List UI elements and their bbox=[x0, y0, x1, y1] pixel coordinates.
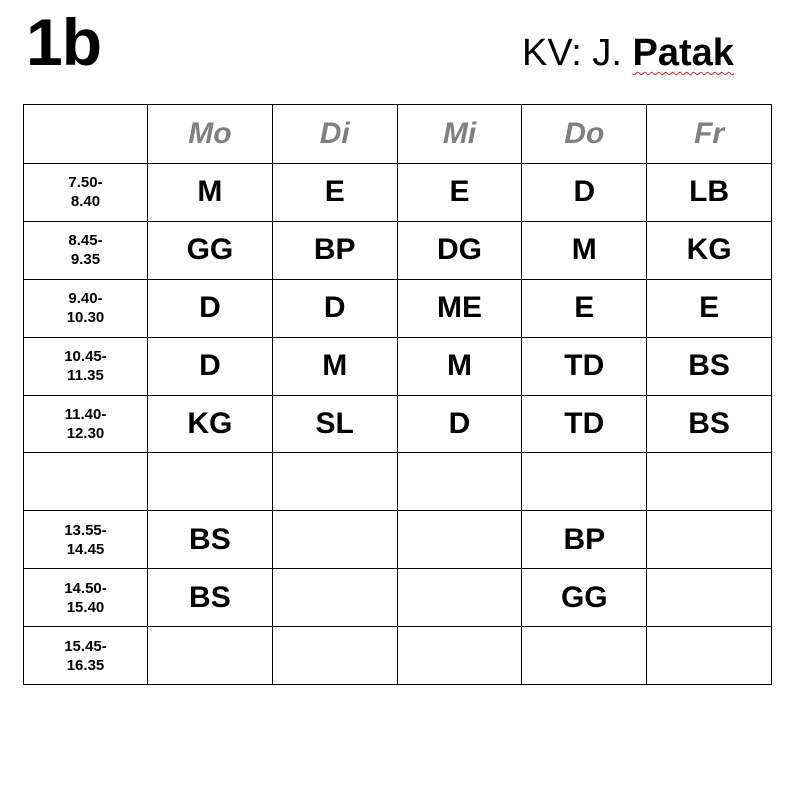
subject-cell: BP bbox=[272, 221, 397, 279]
period-end: 9.35 bbox=[70, 251, 101, 269]
subject-cell bbox=[397, 453, 522, 511]
period-start: 15.45- bbox=[64, 637, 107, 655]
subject-cell: E bbox=[647, 279, 772, 337]
period-time bbox=[24, 279, 148, 337]
period-start: 8.45- bbox=[68, 232, 103, 250]
period-start: 9.40- bbox=[68, 290, 103, 308]
day-header-di: Di bbox=[272, 105, 397, 164]
subject-cell: E bbox=[522, 279, 647, 337]
timetable bbox=[23, 104, 772, 685]
subject-cell bbox=[272, 511, 397, 569]
teacher-name: Patak bbox=[632, 32, 734, 74]
period-end: 12.30 bbox=[66, 425, 105, 442]
subject-cell: KG bbox=[148, 395, 273, 453]
period-end: 14.45 bbox=[66, 540, 105, 558]
subject-cell: D bbox=[272, 279, 397, 337]
subject-cell bbox=[148, 627, 273, 685]
period-row bbox=[24, 164, 772, 222]
day-header-row bbox=[24, 105, 772, 164]
subject-cell: E bbox=[397, 164, 522, 222]
class-title: 1b bbox=[26, 5, 102, 79]
period-time bbox=[24, 395, 148, 453]
subject-cell: BS bbox=[647, 395, 772, 453]
subject-cell bbox=[647, 627, 772, 685]
period-row bbox=[24, 569, 772, 627]
period-row bbox=[24, 511, 772, 569]
subject-cell: D bbox=[522, 164, 647, 222]
subject-cell: TD bbox=[522, 337, 647, 395]
subject-cell: GG bbox=[522, 569, 647, 627]
subject-cell bbox=[397, 627, 522, 685]
period-time bbox=[24, 569, 148, 627]
period-row bbox=[24, 337, 772, 395]
period-start: 11.40- bbox=[64, 406, 107, 423]
period-start: 13.55- bbox=[64, 521, 107, 539]
subject-cell bbox=[522, 627, 647, 685]
period-row bbox=[24, 279, 772, 337]
subject-cell bbox=[148, 453, 273, 511]
subject-cell: LB bbox=[647, 164, 772, 222]
period-time bbox=[24, 511, 148, 569]
subject-cell: M bbox=[272, 337, 397, 395]
subject-cell bbox=[647, 569, 772, 627]
class-teacher bbox=[522, 30, 734, 76]
subject-cell: D bbox=[397, 395, 522, 453]
period-end: 15.40 bbox=[66, 598, 105, 616]
period-row bbox=[24, 627, 772, 685]
subject-cell bbox=[272, 569, 397, 627]
subject-cell: TD bbox=[522, 395, 647, 453]
period-time bbox=[24, 453, 148, 511]
subject-cell: GG bbox=[148, 221, 273, 279]
day-header-mo: Mo bbox=[148, 105, 273, 164]
period-time bbox=[24, 627, 148, 685]
subject-cell: D bbox=[148, 279, 273, 337]
subject-cell bbox=[397, 569, 522, 627]
subject-cell bbox=[272, 453, 397, 511]
subject-cell: ME bbox=[397, 279, 522, 337]
day-header-fr: Fr bbox=[647, 105, 772, 164]
period-end: 11.35 bbox=[67, 367, 104, 385]
subject-cell: D bbox=[148, 337, 273, 395]
period-start: 10.45- bbox=[64, 348, 107, 366]
period-start: 14.50- bbox=[64, 579, 107, 597]
subject-cell: BS bbox=[647, 337, 772, 395]
subject-cell bbox=[522, 453, 647, 511]
period-end: 16.35 bbox=[66, 656, 105, 674]
subject-cell: BS bbox=[148, 511, 273, 569]
subject-cell: M bbox=[397, 337, 522, 395]
subject-cell: E bbox=[272, 164, 397, 222]
period-start: 7.50- bbox=[68, 174, 103, 192]
period-end: 10.30 bbox=[66, 309, 105, 327]
subject-cell: SL bbox=[272, 395, 397, 453]
subject-cell: M bbox=[148, 164, 273, 222]
subject-cell: DG bbox=[397, 221, 522, 279]
subject-cell bbox=[397, 511, 522, 569]
teacher-prefix: KV: J. bbox=[522, 32, 633, 74]
period-time bbox=[24, 164, 148, 222]
period-row bbox=[24, 453, 772, 511]
subject-cell: BP bbox=[522, 511, 647, 569]
period-row bbox=[24, 395, 772, 453]
period-time bbox=[24, 221, 148, 279]
subject-cell bbox=[272, 627, 397, 685]
corner-cell bbox=[24, 105, 148, 164]
period-time bbox=[24, 337, 148, 395]
period-end: 8.40 bbox=[70, 193, 101, 211]
subject-cell: BS bbox=[148, 569, 273, 627]
day-header-do: Do bbox=[522, 105, 647, 164]
subject-cell: M bbox=[522, 221, 647, 279]
subject-cell: KG bbox=[647, 221, 772, 279]
period-row bbox=[24, 221, 772, 279]
subject-cell bbox=[647, 453, 772, 511]
day-header-mi: Mi bbox=[397, 105, 522, 164]
subject-cell bbox=[647, 511, 772, 569]
